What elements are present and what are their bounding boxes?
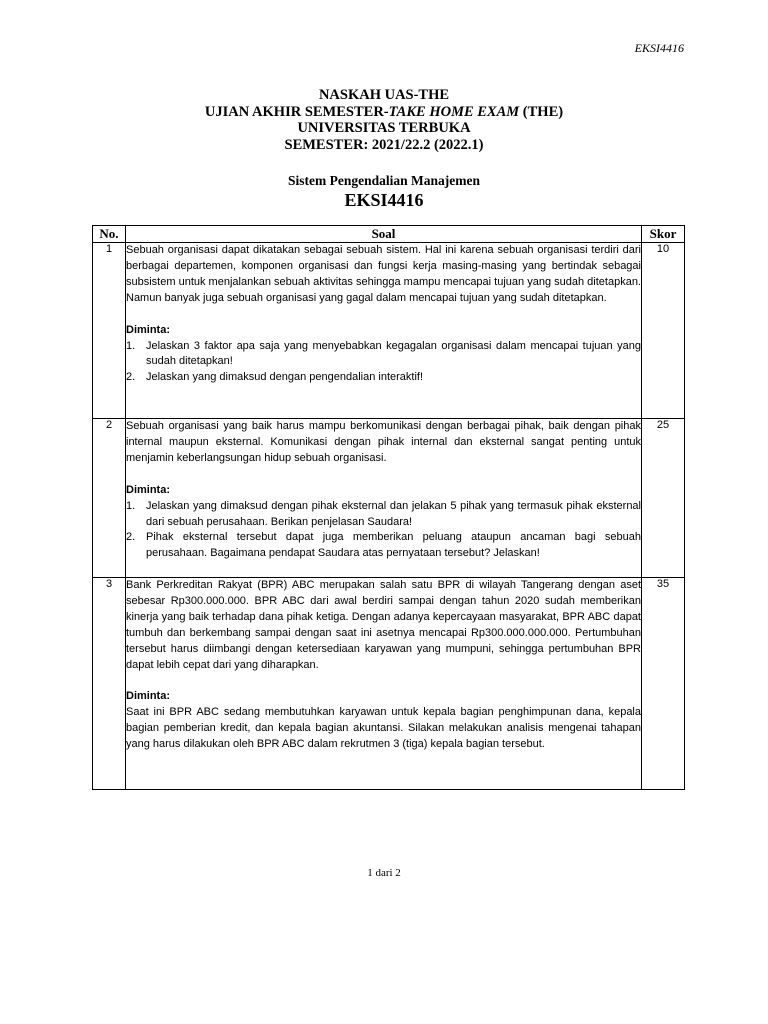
question-score: 35 xyxy=(642,578,685,790)
question-score: 25 xyxy=(642,419,685,578)
question-text xyxy=(126,243,642,419)
table-row xyxy=(93,243,685,419)
header-line-semester: SEMESTER: 2021/22.2 (2022.1) xyxy=(284,136,484,153)
list-item xyxy=(126,530,641,562)
question-score: 10 xyxy=(642,243,685,419)
exam-header xyxy=(0,87,768,153)
header-ujian-italic: TAKE HOME EXAM xyxy=(388,103,520,120)
list-item xyxy=(126,499,641,531)
diminta-label: Diminta: xyxy=(126,483,170,496)
header-line-naskah: NASKAH UAS-THE xyxy=(318,87,450,103)
table-row xyxy=(93,419,685,578)
column-header-soal: Soal xyxy=(126,226,642,243)
question-number: 1 xyxy=(93,243,126,419)
header-line-ujian xyxy=(0,104,768,121)
header-line-university: UNIVERSITAS TERBUKA xyxy=(297,120,471,136)
course-code: EKSI4416 xyxy=(344,190,424,210)
table-row xyxy=(93,578,685,790)
table-header-row xyxy=(93,226,685,243)
task-text: Jelaskan 3 faktor apa saja yang menyebabkan kegagalan organisasi dalam mencapai tujuan yang sudah ditetapkan! xyxy=(146,339,641,368)
course-name: Sistem Pengendalian Manajemen xyxy=(288,173,480,188)
task-number: 2. xyxy=(126,531,136,544)
column-header-no: No. xyxy=(93,226,126,243)
task-text: Jelaskan yang dimaksud dengan pihak eksternal dan jelakan 5 pihak yang termasuk pihak eksternal dari sebuah perusahaan. Berikan penjelasan Saudara! xyxy=(146,499,641,528)
header-ujian-suffix: (THE) xyxy=(519,103,564,120)
task-list xyxy=(126,339,641,387)
question-text xyxy=(126,578,642,790)
task-number: 2. xyxy=(126,371,136,384)
diminta-label: Diminta: xyxy=(126,690,170,703)
list-item xyxy=(126,339,641,371)
task-text: Jelaskan yang dimaksud dengan pengendalian interaktif! xyxy=(146,371,424,384)
column-header-skor: Skor xyxy=(642,226,685,243)
question-intro: Sebuah organisasi yang baik harus mampu berkomunikasi dengan berbagai pihak, baik dengan pihak internal maupun eksternal. Komunikasi dengan pihak internal dan eksternal sangat penting untuk menjamin keberlangsungan hidup sebuah organisasi. xyxy=(126,420,641,464)
question-intro: Bank Perkreditan Rakyat (BPR) ABC merupakan salah satu BPR di wilayah Tangerang dengan aset sebesar Rp300.000.000. BPR ABC dari awal berdiri sampai dengan tahun 2020 sudah memberikan kinerja yang baik terhadap dana pihak ketiga. Dengan adanya kepercayaan masyarakat, BPR ABC dapat tumbuh dan berkembang sampai dengan saat ini asetnya mencapai Rp300.000.000.000. Pertumbuhan tersebut harus diimbangi dengan ketersediaan karyawan yang mumpuni, sehingga pertumbuhan BPR dapat lebih cepat dari yang diharapkan. xyxy=(126,579,641,671)
question-intro: Sebuah organisasi dapat dikatakan sebagai sebuah sistem. Hal ini karena sebuah organisasi terdiri dari berbagai departemen, komponen organisasi dan fungsi kerja masing-masing yang bertindak sebagai subsistem untuk menjalankan sebuah aktivitas sehingga mampu mencapai tujuan yang sudah ditetapkan. Namun banyak juga sebuah organisasi yang gagal dalam mencapai tujuan yang sudah ditetapkan. xyxy=(126,244,641,304)
question-text xyxy=(126,419,642,578)
task-list xyxy=(126,499,641,563)
task-number: 1. xyxy=(126,339,136,352)
header-ujian-prefix: UJIAN AKHIR SEMESTER- xyxy=(204,103,389,120)
question-table xyxy=(92,225,685,790)
list-item xyxy=(126,370,641,386)
question-number: 3 xyxy=(93,578,126,790)
page-number: 1 dari 2 xyxy=(367,867,401,879)
task-number: 1. xyxy=(126,499,136,512)
task-text: Pihak eksternal tersebut dapat juga memberikan peluang ataupun ancaman bagi sebuah perusahaan. Bagaimana pendapat Saudara atas pernyataan tersebut? Jelaskan! xyxy=(146,531,641,560)
diminta-label: Diminta: xyxy=(126,323,170,336)
diminta-text: Saat ini BPR ABC sedang membutuhkan karyawan untuk kepala bagian penghimpunan dana, kepala bagian pemberian kredit, dan kepala bagian akuntansi. Silakan melakukan analisis mengenai tahapan yang harus dilakukan oleh BPR ABC dalam rekrutmen 3 (tiga) kepala bagian tersebut. xyxy=(126,706,641,751)
document-code: EKSI4416 xyxy=(634,41,684,55)
question-number: 2 xyxy=(93,419,126,578)
